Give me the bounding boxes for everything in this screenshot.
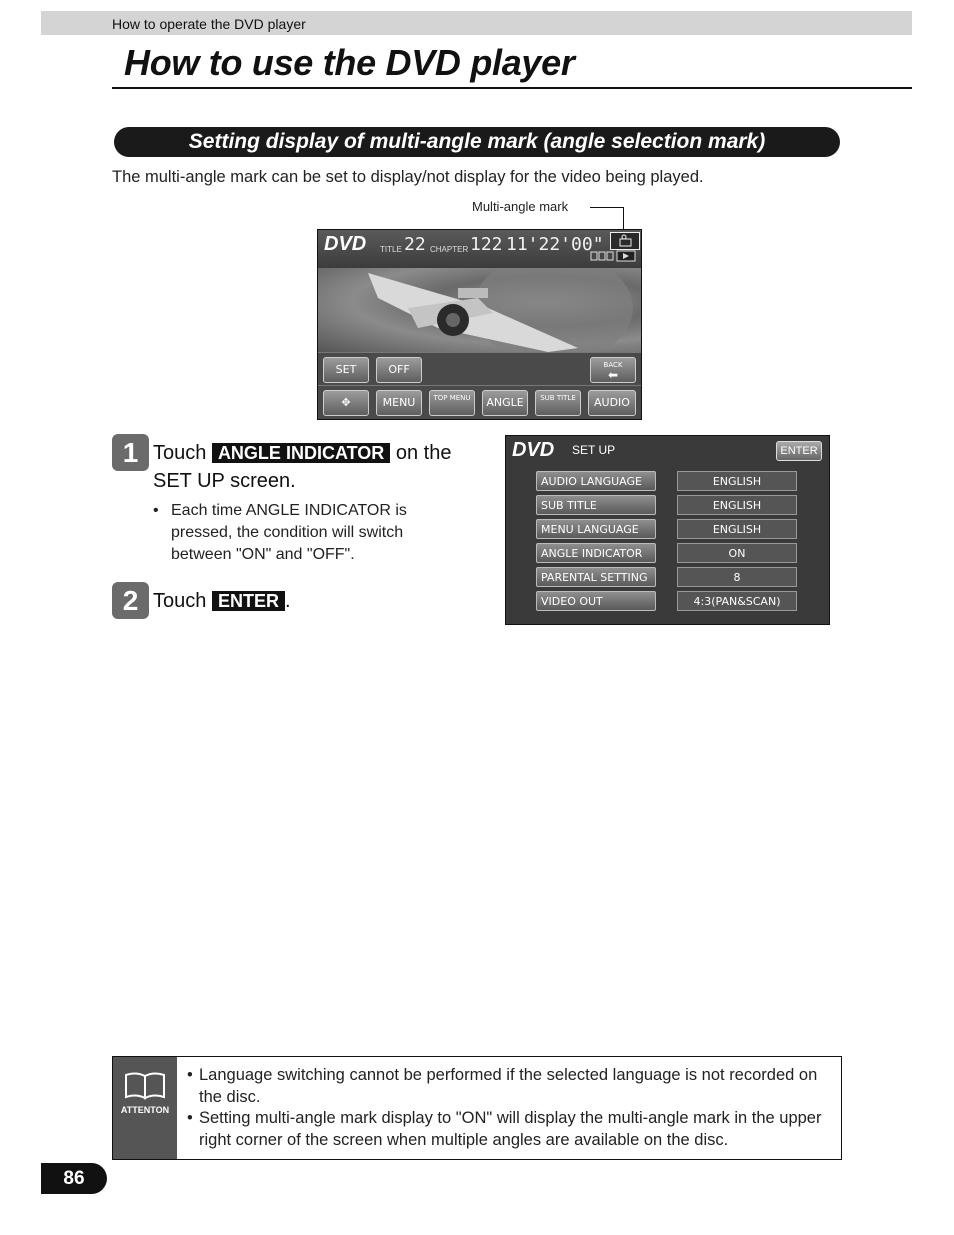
parental-setting-value: 8 bbox=[677, 567, 797, 587]
off-button[interactable]: OFF bbox=[376, 357, 422, 383]
title-number: 22 bbox=[404, 234, 426, 255]
sub-title-setting-button[interactable]: SUB TITLE bbox=[536, 495, 656, 515]
chapter-label: CHAPTER bbox=[430, 245, 469, 254]
multi-angle-callout: Multi-angle mark bbox=[472, 199, 569, 214]
section-title: Setting display of multi-angle mark (angle selection mark) bbox=[114, 127, 840, 157]
video-out-value: 4:3(PAN&SCAN) bbox=[677, 591, 797, 611]
menu-language-button[interactable]: MENU LANGUAGE bbox=[536, 519, 656, 539]
back-button-label: BACK bbox=[603, 361, 623, 369]
step-2-pre: Touch bbox=[153, 590, 207, 612]
set-button[interactable]: SET bbox=[323, 357, 369, 383]
video-out-button[interactable]: VIDEO OUT bbox=[536, 591, 656, 611]
audio-language-button[interactable]: AUDIO LANGUAGE bbox=[536, 471, 656, 491]
running-title: How to operate the DVD player bbox=[112, 16, 306, 32]
callout-line bbox=[590, 207, 624, 208]
audio-language-value: ENGLISH bbox=[677, 471, 797, 491]
step-1-bullet-text: Each time ANGLE INDICATOR is pressed, the condition will switch between "ON" and "OFF". bbox=[171, 502, 407, 563]
video-scene bbox=[318, 268, 641, 352]
dvd-playback-screen bbox=[317, 229, 642, 420]
step-1-line2: SET UP screen. bbox=[153, 470, 296, 492]
playback-status-icon bbox=[590, 250, 638, 262]
title-rule bbox=[112, 87, 912, 89]
cursor-pad-button[interactable] bbox=[323, 390, 369, 416]
setup-screen bbox=[505, 435, 830, 625]
step-1-number: 1 bbox=[112, 434, 149, 471]
bullet-dot: • bbox=[187, 1066, 193, 1084]
attention-sidebar bbox=[113, 1057, 177, 1159]
book-icon bbox=[124, 1071, 166, 1101]
attention-item-text: Language switching cannot be performed if the selected language is not recorded on the disc. bbox=[199, 1066, 818, 1106]
running-header bbox=[41, 11, 912, 35]
step-1-post: on the bbox=[395, 442, 452, 464]
attention-item bbox=[187, 1065, 832, 1108]
menu-language-value: ENGLISH bbox=[677, 519, 797, 539]
sub-title-value: ENGLISH bbox=[677, 495, 797, 515]
angle-indicator-badge: ANGLE INDICATOR bbox=[212, 443, 390, 463]
step-2-post: . bbox=[284, 590, 291, 612]
menu-button[interactable]: MENU bbox=[376, 390, 422, 416]
parental-setting-button[interactable]: PARENTAL SETTING bbox=[536, 567, 656, 587]
step-1-pre: Touch bbox=[153, 442, 207, 464]
attention-item-text: Setting multi-angle mark display to "ON" will display the multi-angle mark in the upper right corner of the screen when multiple angles are available on the disc. bbox=[199, 1109, 822, 1149]
setup-enter-button[interactable]: ENTER bbox=[776, 441, 822, 461]
dvd-logo: DVD bbox=[324, 233, 367, 255]
multi-angle-mark-icon bbox=[610, 232, 640, 250]
attention-text bbox=[187, 1065, 832, 1151]
setup-title: SET UP bbox=[572, 443, 616, 457]
step-1-bullet bbox=[153, 500, 443, 566]
attention-box bbox=[112, 1056, 842, 1160]
status-bar bbox=[318, 230, 641, 268]
control-row-1 bbox=[318, 352, 641, 386]
bullet-dot: • bbox=[187, 1109, 193, 1127]
setup-dvd-logo: DVD bbox=[512, 439, 555, 461]
top-menu-button[interactable]: TOP MENU bbox=[429, 390, 475, 416]
sub-title-button[interactable]: SUB TITLE bbox=[535, 390, 581, 416]
step-1-instruction bbox=[153, 439, 493, 495]
step-2-instruction bbox=[153, 587, 291, 615]
four-way-arrow-icon: ✥ bbox=[341, 396, 351, 409]
chapter-number: 122 bbox=[470, 234, 503, 255]
control-row-2 bbox=[318, 385, 641, 419]
angle-indicator-value: ON bbox=[677, 543, 797, 563]
angle-button[interactable]: ANGLE bbox=[482, 390, 528, 416]
back-arrow-icon: ⬅ bbox=[607, 368, 619, 382]
attention-item bbox=[187, 1108, 832, 1151]
angle-indicator-button[interactable]: ANGLE INDICATOR bbox=[536, 543, 656, 563]
playback-time: 11'22'00" bbox=[506, 234, 604, 255]
bullet-dot: • bbox=[153, 502, 159, 519]
enter-badge: ENTER bbox=[212, 591, 285, 611]
audio-button[interactable]: AUDIO bbox=[588, 390, 636, 416]
title-label: TITLE bbox=[380, 245, 402, 254]
page-number: 86 bbox=[41, 1163, 107, 1194]
attention-label: ATTENTON bbox=[120, 1105, 170, 1115]
step-2-number: 2 bbox=[112, 582, 149, 619]
page-title: How to use the DVD player bbox=[124, 42, 575, 83]
back-button[interactable] bbox=[590, 357, 636, 383]
airplane-image bbox=[318, 268, 641, 352]
section-intro: The multi-angle mark can be set to display/not display for the video being played. bbox=[112, 168, 704, 186]
